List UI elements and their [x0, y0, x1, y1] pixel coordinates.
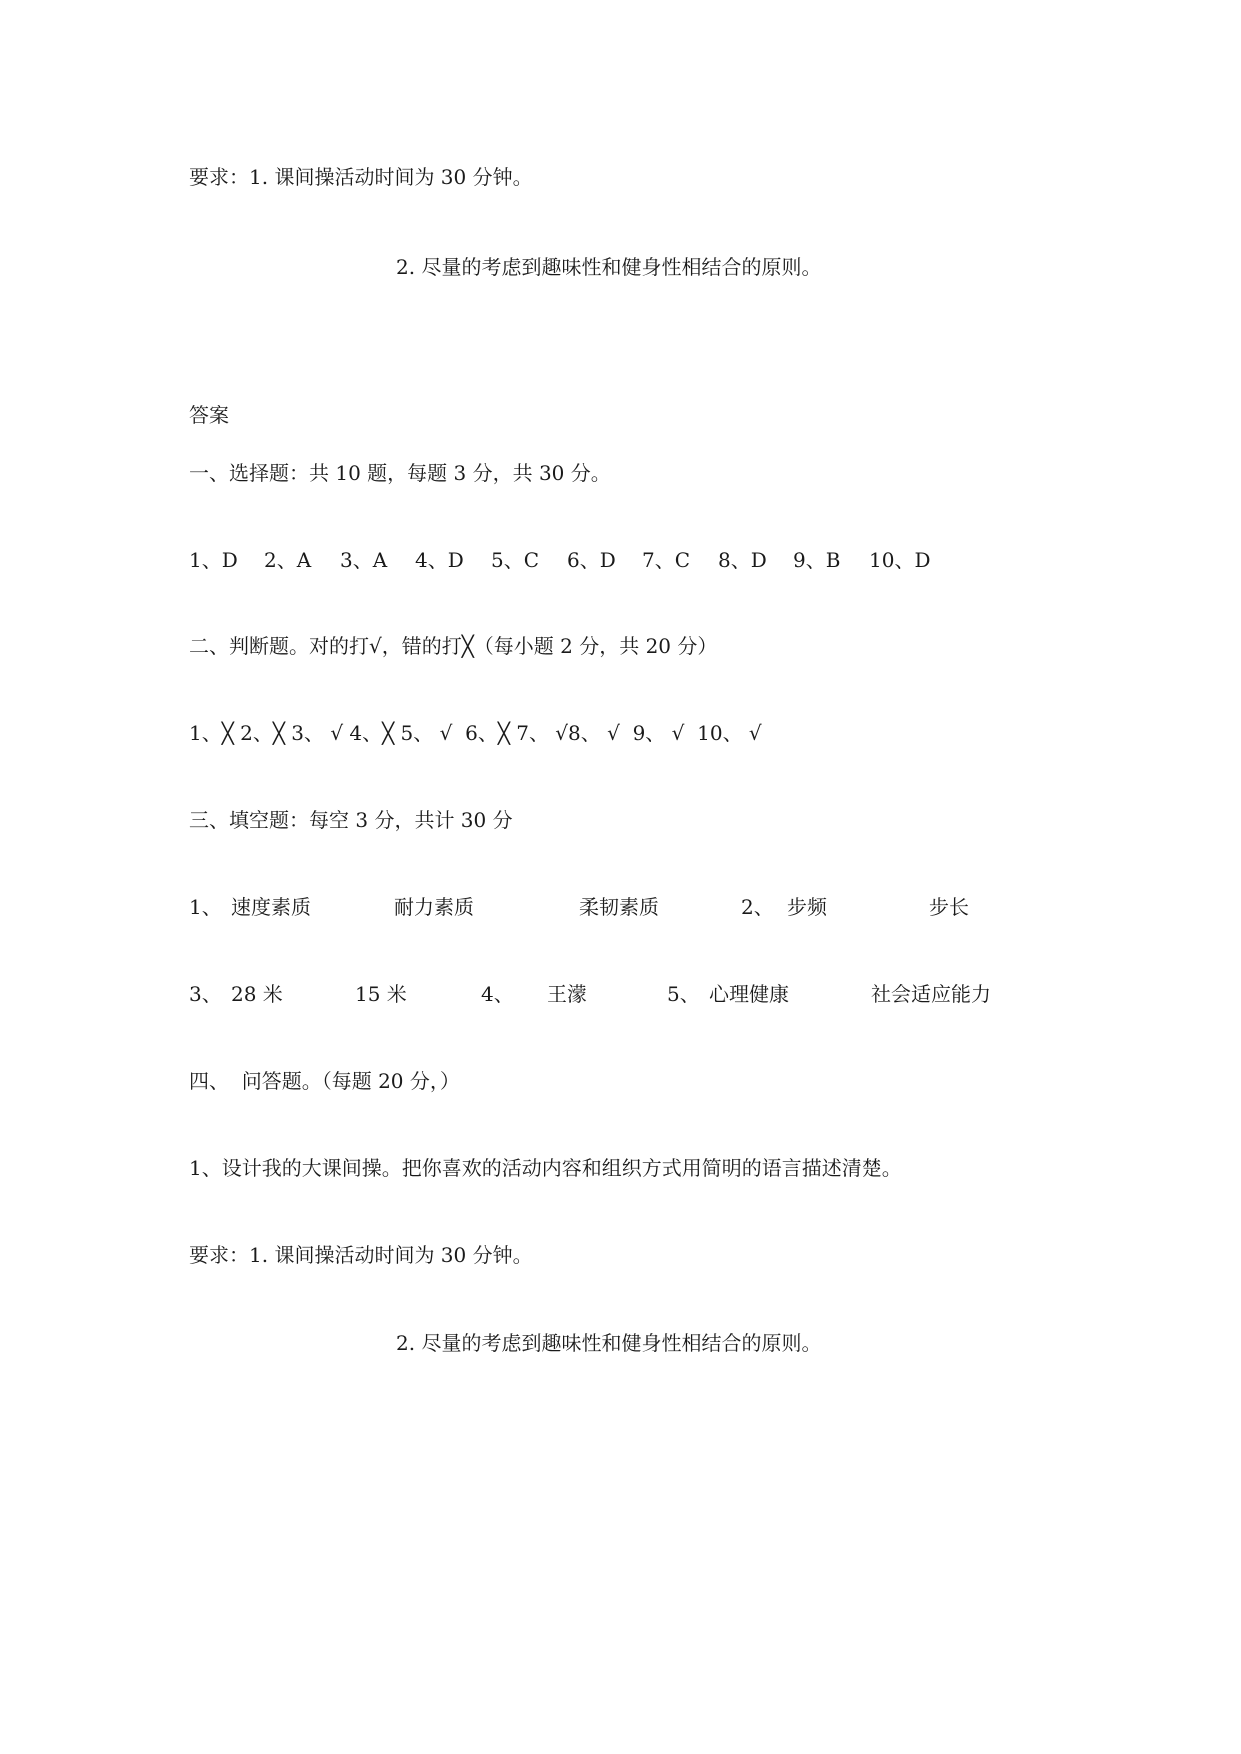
answers-heading: 答案: [189, 403, 229, 427]
section3-row-2: [189, 981, 991, 1007]
requirement-line-1: 要求：1. 课间操活动时间为 30 分钟。: [189, 165, 533, 189]
blank-number: 4、: [481, 982, 514, 1006]
choice-answer: 3、A: [340, 548, 388, 572]
section4-question: 1、设计我的大课间操。把你喜欢的活动内容和组织方式用简明的语言描述清楚。: [189, 1156, 902, 1180]
blank-answer: 社会适应能力: [871, 982, 991, 1006]
blank-answer: 15 米: [355, 982, 407, 1006]
section3-title: 三、填空题：每空 3 分，共计 30 分: [189, 808, 513, 832]
blank-answer: 柔韧素质: [579, 895, 659, 919]
blank-number: 5、: [667, 982, 700, 1006]
requirement-line-2: 2. 尽量的考虑到趣味性和健身性相结合的原则。: [396, 255, 822, 279]
blank-number: 2、: [741, 895, 774, 919]
section1-title: 一、选择题：共 10 题，每题 3 分，共 30 分。: [189, 461, 611, 485]
choice-answer: 8、D: [718, 548, 767, 572]
section1-answers: [189, 547, 931, 573]
blank-answer: 步长: [929, 895, 969, 919]
choice-answer: 5、C: [491, 548, 540, 572]
choice-answer: 6、D: [567, 548, 616, 572]
choice-answer: 1、D: [189, 548, 238, 572]
blank-number: 1、: [189, 895, 222, 919]
section3-row-1: [189, 894, 969, 920]
blank-answer: 耐力素质: [394, 895, 474, 919]
choice-answer: 10、D: [869, 548, 931, 572]
section4-requirement-2: 2. 尽量的考虑到趣味性和健身性相结合的原则。: [396, 1331, 822, 1355]
blank-answer: 28 米: [231, 982, 283, 1006]
section4-requirement-1: 要求：1. 课间操活动时间为 30 分钟。: [189, 1243, 533, 1267]
blank-answer: 步频: [787, 895, 827, 919]
section4-title: 四、 问答题。（每题 20 分，）: [189, 1069, 460, 1093]
section2-answers: 1、╳ 2、╳ 3、 √ 4、╳ 5、 √ 6、╳ 7、 √8、 √ 9、 √ 10、 √: [189, 721, 762, 745]
blank-answer: 心理健康: [709, 982, 789, 1006]
choice-answer: 2、A: [264, 548, 312, 572]
section2-title: 二、判断题。对的打√，错的打╳（每小题 2 分，共 20 分）: [189, 634, 718, 658]
blank-answer: 速度素质: [231, 895, 311, 919]
choice-answer: 7、C: [642, 548, 691, 572]
blank-number: 3、: [189, 982, 222, 1006]
choice-answer: 9、B: [793, 548, 841, 572]
choice-answer: 4、D: [415, 548, 464, 572]
blank-answer: 王濛: [547, 982, 587, 1006]
